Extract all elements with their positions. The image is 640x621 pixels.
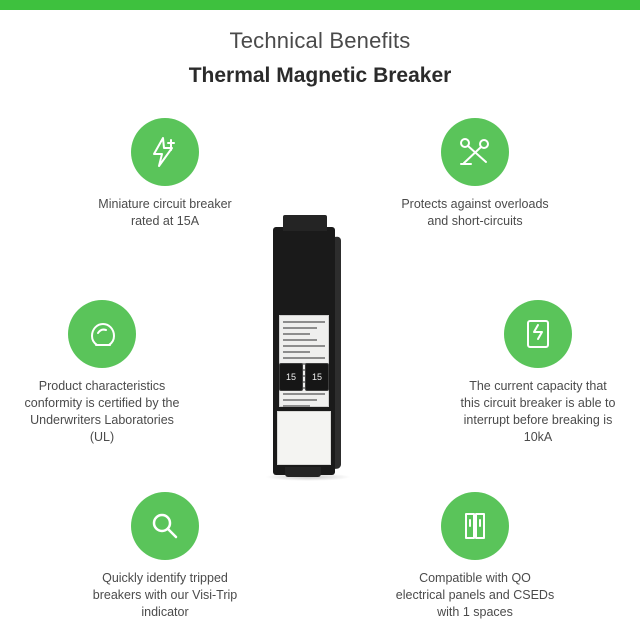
feature-text: Product characteristics conformity is certified by the Underwriters Laboratories (UL) (24, 379, 180, 444)
header (0, 28, 640, 88)
feature-item (458, 300, 618, 446)
page-subtitle: Thermal Magnetic Breaker (188, 64, 452, 87)
breaker-terminal-block (277, 411, 331, 465)
breaker-top-tab (283, 215, 327, 231)
feature-item (395, 118, 555, 230)
feature-item (85, 492, 245, 621)
breaker-toggle-right: 15 (305, 363, 329, 391)
feature-text: Quickly identify tripped breakers with our Visi-Trip indicator (92, 571, 238, 619)
page-title: Technical Benefits (229, 28, 411, 53)
feature-icon-bubble (131, 118, 199, 186)
short-circuit-icon (456, 134, 494, 170)
feature-text: Compatible with QO electrical panels and CSEDs with 1 spaces (395, 571, 555, 619)
feature-item (395, 492, 555, 621)
feature-icon-bubble (441, 118, 509, 186)
product-image (255, 215, 385, 475)
feature-icon-bubble (68, 300, 136, 368)
feature-text: Protects against overloads and short-circuits (401, 197, 549, 228)
panel-compatibility-icon (458, 508, 492, 544)
feature-text: Miniature circuit breaker rated at 15A (98, 197, 232, 228)
breaker-toggle-left: 15 (279, 363, 303, 391)
top-accent-bar (0, 0, 640, 10)
lightning-bolt-icon (147, 134, 183, 170)
feature-icon-bubble (131, 492, 199, 560)
magnifying-glass-icon (148, 509, 182, 543)
feature-icon-bubble (441, 492, 509, 560)
feature-icon-bubble (504, 300, 572, 368)
feature-item (85, 118, 245, 230)
breaker-bottom-tab (285, 467, 321, 477)
feature-text: The current capacity that this circuit breaker is able to interrupt before breaking is 10kA (460, 379, 616, 444)
feature-item (22, 300, 182, 446)
ul-certification-hand-icon (84, 316, 120, 352)
current-capacity-icon (521, 316, 555, 352)
breaker-spec-label (279, 315, 329, 407)
